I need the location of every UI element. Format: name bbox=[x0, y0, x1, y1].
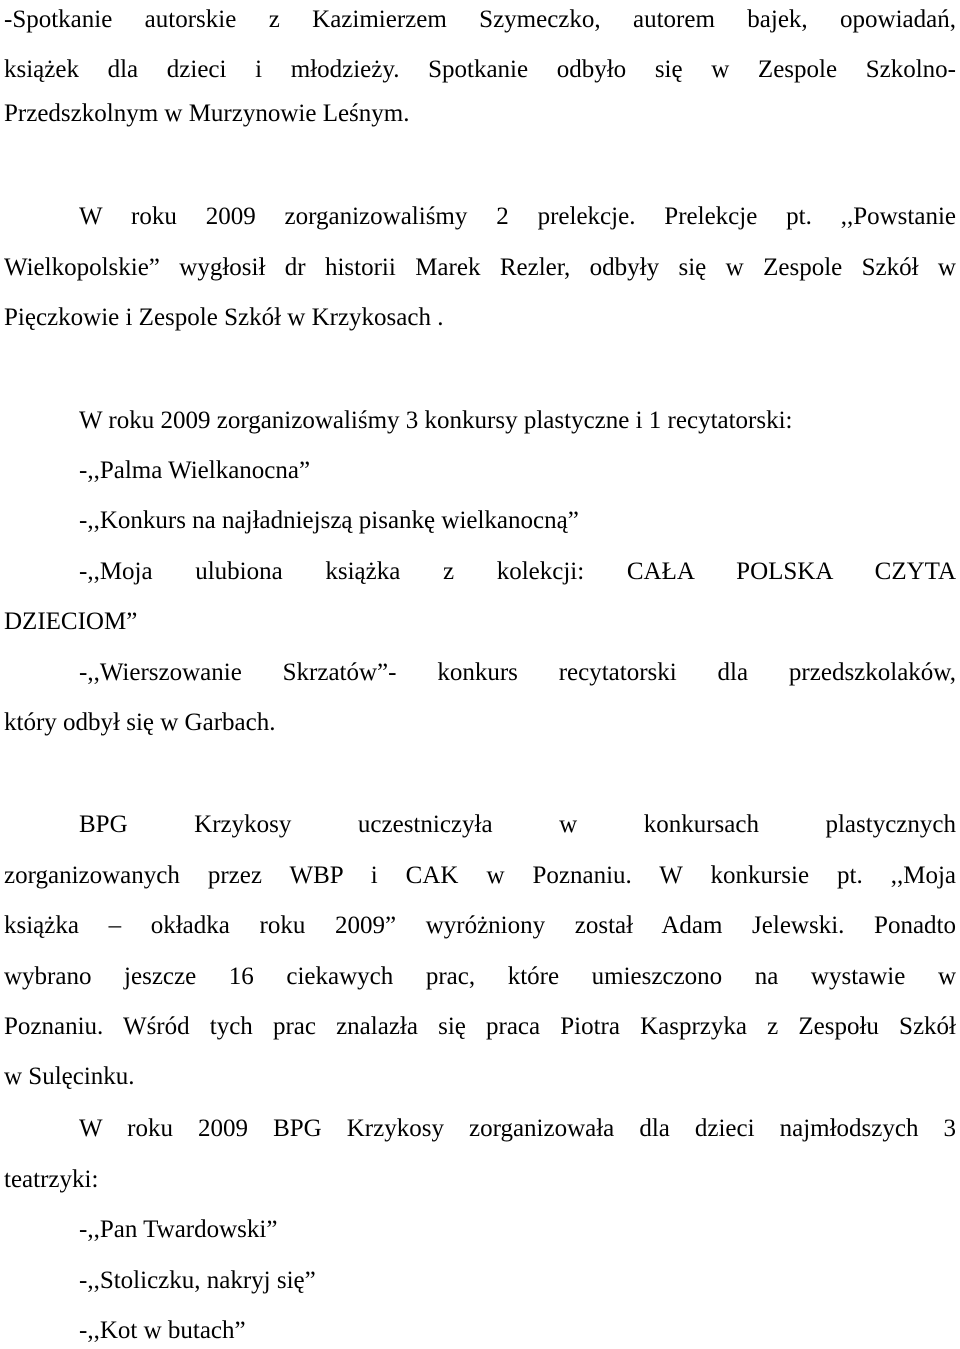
text-line: Poznaniu. Wśród tych prac znalazła się praca Piotra Kasprzyka z Zespołu Szkół bbox=[4, 1013, 956, 1040]
text-line: książek dla dzieci i młodzieży. Spotkanie odbyło się w Zespole Szkolno- bbox=[4, 56, 956, 83]
list-item: -,,Wierszowanie Skrzatów”- konkurs recytatorski dla przedszkolaków, bbox=[79, 659, 956, 686]
text-line: w Sulęcinku. bbox=[4, 1063, 135, 1090]
text-line: który odbył się w Garbach. bbox=[4, 709, 276, 736]
text-line: W roku 2009 BPG Krzykosy zorganizowała dla dzieci najmłodszych 3 bbox=[79, 1115, 956, 1142]
text-line: książka – okładka roku 2009” wyróżniony został Adam Jelewski. Ponadto bbox=[4, 912, 956, 939]
list-item: -,,Palma Wielkanocna” bbox=[79, 457, 311, 484]
text-line: W roku 2009 zorganizowaliśmy 2 prelekcje. Prelekcje pt. ,,Powstanie bbox=[79, 203, 956, 230]
list-item: -,,Moja ulubiona książka z kolekcji: CAŁA POLSKA CZYTA bbox=[79, 558, 956, 585]
text-line: DZIECIOM” bbox=[4, 608, 138, 635]
text-line: Przedszkolnym w Murzynowie Leśnym. bbox=[4, 100, 410, 127]
list-item: -,,Kot w butach” bbox=[79, 1317, 246, 1344]
list-item: -,,Stoliczku, nakryj się” bbox=[79, 1267, 316, 1294]
list-item: -,,Pan Twardowski” bbox=[79, 1216, 278, 1243]
list-item: -,,Konkurs na najładniejszą pisankę wielkanocną” bbox=[79, 507, 579, 534]
text-line: BPG Krzykosy uczestniczyła w konkursach plastycznych bbox=[79, 811, 956, 838]
text-line: wybrano jeszcze 16 ciekawych prac, które umieszczono na wystawie w bbox=[4, 963, 956, 990]
text-line: zorganizowanych przez WBP i CAK w Poznaniu. W konkursie pt. ,,Moja bbox=[4, 862, 956, 889]
text-line: teatrzyki: bbox=[4, 1166, 99, 1193]
text-line: W roku 2009 zorganizowaliśmy 3 konkursy plastyczne i 1 recytatorski: bbox=[79, 407, 793, 434]
text-line: -Spotkanie autorskie z Kazimierzem Szymeczko, autorem bajek, opowiadań, bbox=[4, 6, 956, 33]
text-line: Wielkopolskie” wygłosił dr historii Marek Rezler, odbyły się w Zespole Szkół w bbox=[4, 254, 956, 281]
text-line: Pięczkowie i Zespole Szkół w Krzykosach . bbox=[4, 304, 444, 331]
